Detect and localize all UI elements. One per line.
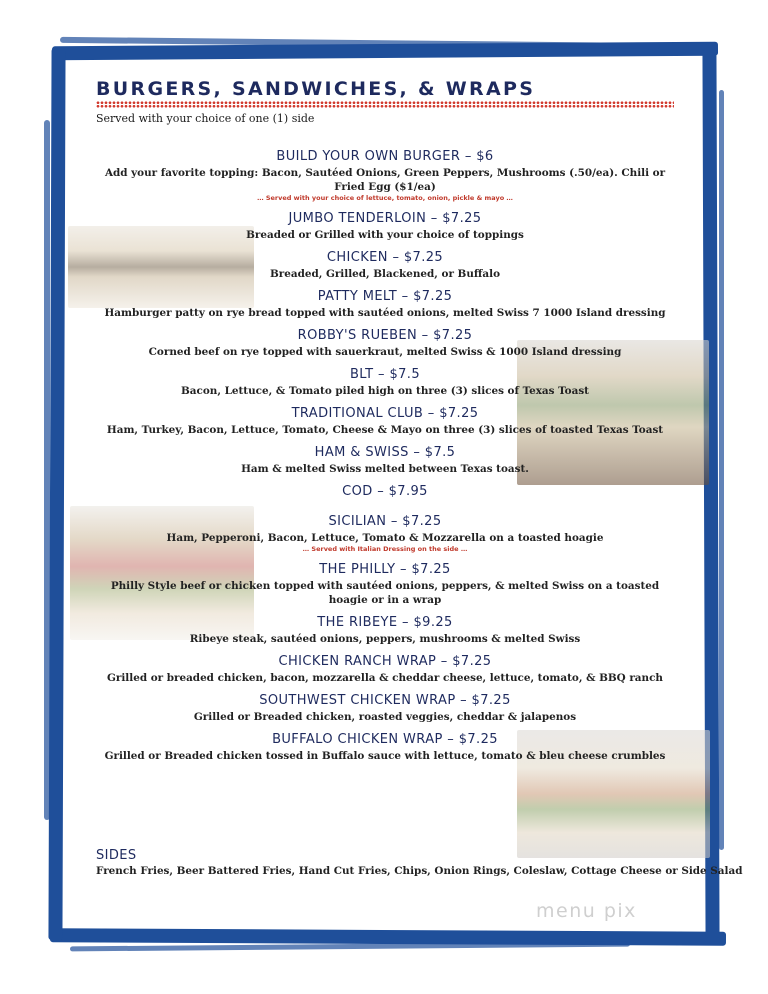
menu-item (96, 327, 674, 359)
menu-item (96, 731, 674, 763)
item-description: Add your favorite topping: Bacon, Sautéed Onions, Green Peppers, Mushrooms (.50/ea). Chili or Fried Egg ($1/ea) (104, 167, 666, 193)
item-note: … Served with your choice of lettuce, tomato, onion, pickle & mayo … (257, 194, 513, 202)
item-name: PATTY MELT – $7.25 (317, 289, 453, 304)
menu-item (96, 653, 674, 685)
item-name: BUFFALO CHICKEN WRAP – $7.25 (272, 732, 498, 747)
item-name: COD – $7.95 (342, 484, 428, 499)
item-description: Ham & melted Swiss melted between Texas toast. (241, 463, 529, 475)
item-description: Ham, Turkey, Bacon, Lettuce, Tomato, Cheese & Mayo on three (3) slices of toasted Texas Toast (106, 424, 664, 436)
frame-right-stroke (719, 90, 724, 850)
dotted-divider (96, 101, 674, 108)
menu-item (96, 483, 674, 501)
item-description: Ham, Pepperoni, Bacon, Lettuce, Tomato & Mozzarella on a toasted hoagie (166, 532, 604, 544)
menu-item (96, 288, 674, 320)
page-subtitle: Served with your choice of one (1) side (96, 112, 315, 125)
frame-bottom-stroke (70, 942, 630, 952)
sides-list: French Fries, Beer Battered Fries, Hand Cut Fries, Chips, Onion Rings, Coleslaw, Cottage Cheese or Side Salad (96, 865, 743, 877)
menu-item (96, 513, 674, 554)
menu-items (96, 148, 674, 770)
item-description: Grilled or breaded chicken, bacon, mozzarella & cheddar cheese, lettuce, tomato, & BBQ ranch (107, 672, 663, 684)
item-description: Bacon, Lettuce, & Tomato piled high on three (3) slices of Texas Toast (181, 385, 589, 397)
item-name: THE RIBEYE – $9.25 (317, 615, 453, 630)
item-description: Philly Style beef or chicken topped with sautéed onions, peppers, & melted Swiss on a toasted hoagie or in a wrap (110, 580, 660, 606)
menu-item (96, 614, 674, 646)
item-name: JUMBO TENDERLOIN – $7.25 (288, 211, 482, 226)
item-note: … Served with Italian Dressing on the side … (302, 545, 468, 553)
menu-item (96, 249, 674, 281)
item-description: Corned beef on rye topped with sauerkraut, melted Swiss & 1000 Island dressing (148, 346, 622, 358)
item-description: Ribeye steak, sautéed onions, peppers, mushrooms & melted Swiss (189, 633, 581, 645)
menupix-watermark: menu pix (536, 900, 637, 922)
item-name: SOUTHWEST CHICKEN WRAP – $7.25 (259, 693, 511, 708)
item-name: TRADITIONAL CLUB – $7.25 (291, 406, 479, 421)
item-name: THE PHILLY – $7.25 (319, 562, 451, 577)
item-description: Grilled or Breaded chicken tossed in Buffalo sauce with lettuce, tomato & bleu cheese crumbles (104, 750, 666, 762)
item-name: ROBBY'S RUEBEN – $7.25 (297, 328, 473, 343)
menu-item (96, 444, 674, 476)
menu-item (96, 210, 674, 242)
item-name: CHICKEN RANCH WRAP – $7.25 (278, 654, 492, 669)
menu-item (96, 366, 674, 398)
item-description: Breaded, Grilled, Blackened, or Buffalo (269, 268, 501, 280)
page-title: BURGERS, SANDWICHES, & WRAPS (96, 78, 536, 100)
item-name: SICILIAN – $7.25 (328, 514, 442, 529)
item-description: Hamburger patty on rye bread topped with sautéed onions, melted Swiss 7 1000 Island dressing (104, 307, 666, 319)
item-name: HAM & SWISS – $7.5 (314, 445, 456, 460)
menu-item (96, 148, 674, 203)
frame-left (48, 48, 65, 940)
menu-item (96, 405, 674, 437)
menu-item (96, 561, 674, 607)
item-name: BUILD YOUR OWN BURGER – $6 (276, 149, 494, 164)
sides-heading: SIDES (96, 848, 137, 863)
item-name: CHICKEN – $7.25 (326, 250, 444, 265)
item-name: BLT – $7.5 (349, 367, 421, 382)
item-description: Breaded or Grilled with your choice of toppings (246, 229, 524, 241)
menu-item (96, 692, 674, 724)
frame-left-stroke (44, 120, 50, 820)
item-description: Grilled or Breaded chicken, roasted veggies, cheddar & jalapenos (193, 711, 577, 723)
